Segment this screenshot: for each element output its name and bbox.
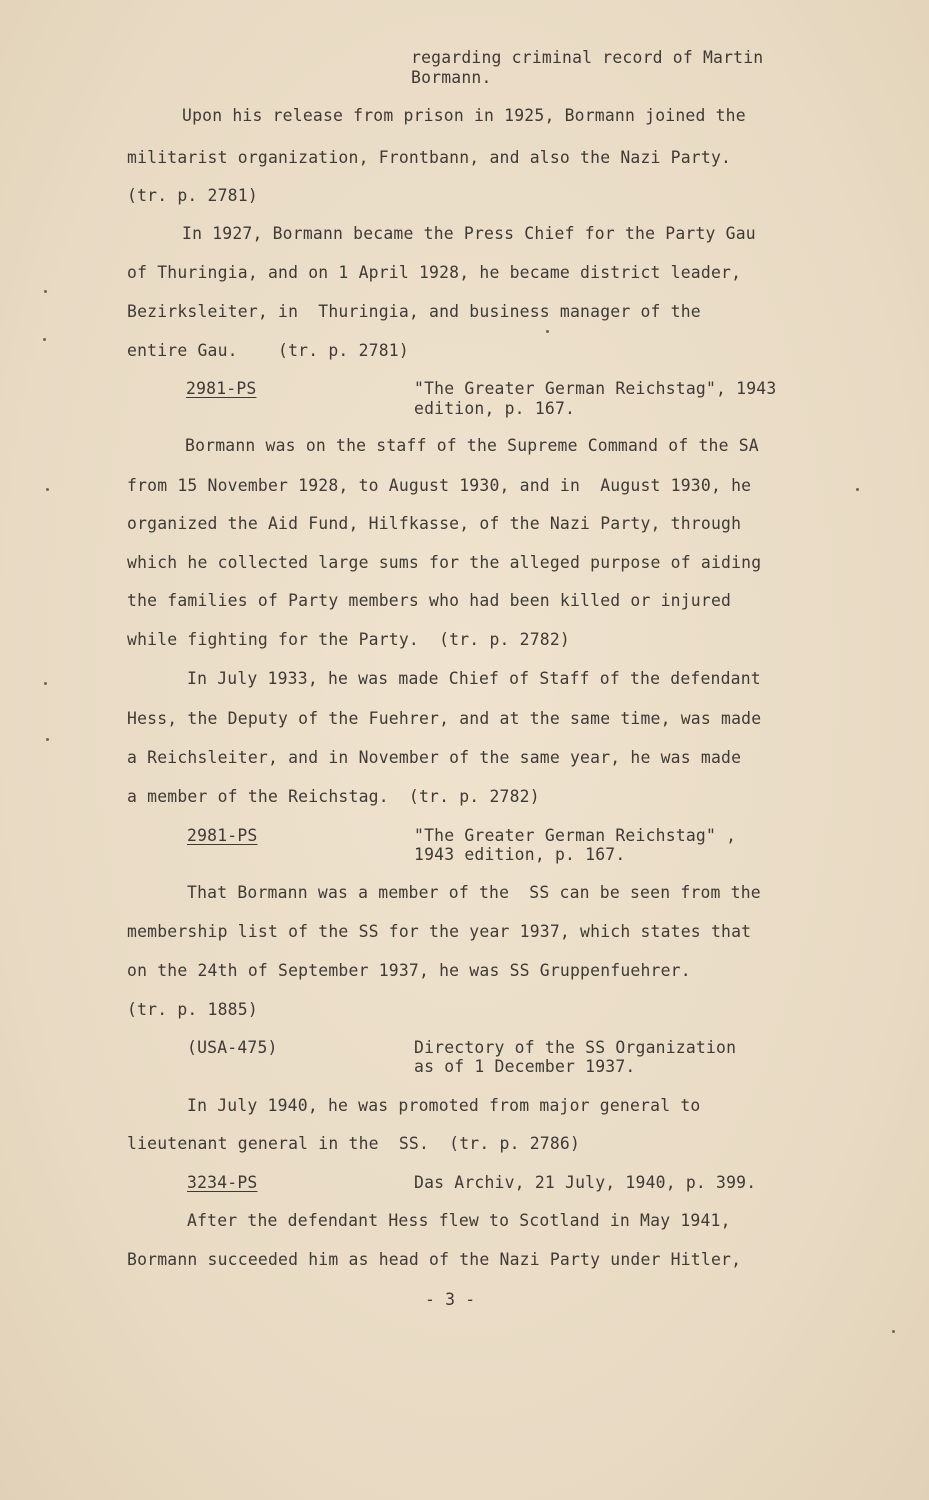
citation-3-line-1: Directory of the SS Organization <box>414 1038 737 1057</box>
paper-speck <box>44 682 47 685</box>
para2-line-4: entire Gau. (tr. p. 2781) <box>127 341 409 360</box>
para1-line-2: militarist organization, Frontbann, and also the Nazi Party. <box>127 148 732 167</box>
paper-speck <box>892 1330 895 1333</box>
para2-line-1: In 1927, Bormann became the Press Chief for the Party Gau <box>182 224 756 243</box>
para4-line-3: a Reichsleiter, and in November of the same year, he was made <box>127 748 742 767</box>
para3-line-6: while fighting for the Party. (tr. p. 2782) <box>127 630 570 649</box>
header-line-1: regarding criminal record of Martin <box>411 48 764 67</box>
para2-line-3: Bezirksleiter, in Thuringia, and business manager of the <box>127 302 701 321</box>
paper-speck <box>546 330 549 333</box>
para3-line-4: which he collected large sums for the alleged purpose of aiding <box>127 553 762 572</box>
paper-speck <box>856 488 859 491</box>
para4-line-4: a member of the Reichstag. (tr. p. 2782) <box>127 787 540 806</box>
para5-line-2: membership list of the SS for the year 1937, which states that <box>127 922 752 941</box>
citation-2-line-1: "The Greater German Reichstag" , <box>414 826 737 845</box>
para3-line-1: Bormann was on the staff of the Supreme Command of the SA <box>185 436 759 455</box>
citation-3-ref: (USA-475) <box>187 1038 278 1057</box>
para7-line-2: Bormann succeeded him as head of the Nazi Party under Hitler, <box>127 1250 742 1269</box>
para3-line-3: organized the Aid Fund, Hilfkasse, of the Nazi Party, through <box>127 514 742 533</box>
para3-line-5: the families of Party members who had been killed or injured <box>127 591 732 610</box>
citation-1-line-1: "The Greater German Reichstag", 1943 <box>414 379 777 398</box>
header-line-2: Bormann. <box>411 68 492 87</box>
para1-line-3: (tr. p. 2781) <box>127 186 258 205</box>
citation-1-line-2: edition, p. 167. <box>414 399 576 418</box>
para5-line-3: on the 24th of September 1937, he was SS Gruppenfuehrer. <box>127 961 691 980</box>
citation-4-ref: 3234-PS <box>187 1173 258 1192</box>
para6-line-2: lieutenant general in the SS. (tr. p. 2786) <box>127 1134 581 1153</box>
citation-2-line-2: 1943 edition, p. 167. <box>414 845 626 864</box>
para1-line-1: Upon his release from prison in 1925, Bormann joined the <box>182 106 746 125</box>
para5-line-1: That Bormann was a member of the SS can be seen from the <box>187 883 761 902</box>
citation-2-ref: 2981-PS <box>187 826 258 845</box>
citation-4-text: Das Archiv, 21 July, 1940, p. 399. <box>414 1173 757 1192</box>
para3-line-2: from 15 November 1928, to August 1930, and in August 1930, he <box>127 476 752 495</box>
paper-speck <box>43 338 46 341</box>
para7-line-1: After the defendant Hess flew to Scotland in May 1941, <box>187 1211 731 1230</box>
para6-line-1: In July 1940, he was promoted from major general to <box>187 1096 701 1115</box>
page-number: - 3 - <box>425 1290 476 1309</box>
citation-3-line-2: as of 1 December 1937. <box>414 1057 636 1076</box>
para2-line-2: of Thuringia, and on 1 April 1928, he became district leader, <box>127 263 742 282</box>
para5-line-4: (tr. p. 1885) <box>127 1000 258 1019</box>
citation-1-ref: 2981-PS <box>186 379 257 398</box>
paper-speck <box>44 290 47 293</box>
para4-line-2: Hess, the Deputy of the Fuehrer, and at the same time, was made <box>127 709 762 728</box>
paper-speck <box>46 738 49 741</box>
paper-speck <box>46 488 49 491</box>
para4-line-1: In July 1933, he was made Chief of Staff of the defendant <box>187 669 761 688</box>
